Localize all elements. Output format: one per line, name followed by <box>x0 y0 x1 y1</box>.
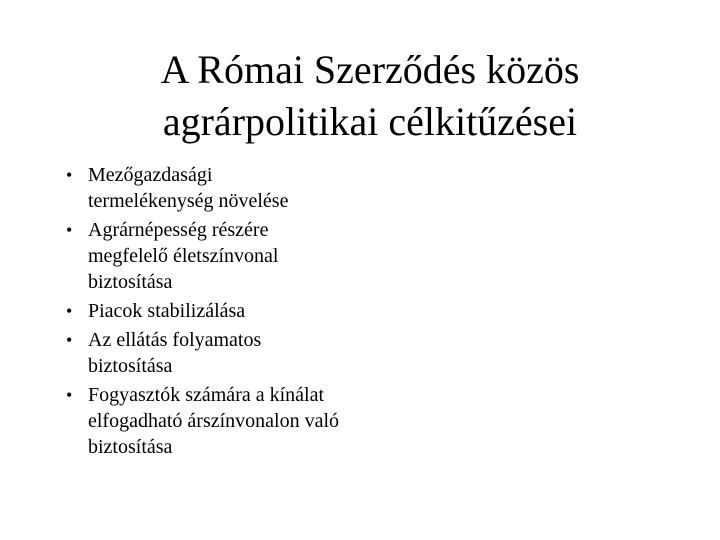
slide-title <box>80 44 660 148</box>
bullet-item-living-standard <box>60 217 440 295</box>
bullet-dot-icon: • <box>66 301 73 321</box>
slide-title-line-2: agrárpolitikai célkitűzései <box>162 99 578 144</box>
bullet-item-market-stability <box>60 298 440 324</box>
bullet-dot-icon: • <box>66 165 73 185</box>
bullet-text-line: biztosítása <box>88 355 173 377</box>
bullet-text-line: Fogyasztók számára a kínálat <box>88 384 325 406</box>
bullet-text-line: megfelelő életszínvonal <box>88 245 279 267</box>
slide-title-line-1: A Római Szerződés közös <box>160 47 580 92</box>
bullet-text-line: Az ellátás folyamatos <box>88 329 262 351</box>
bullet-text-line: Agrárnépesség részére <box>88 219 269 241</box>
bullet-text-line: Piacok stabilizálása <box>88 300 246 322</box>
bullet-item-supply <box>60 327 440 379</box>
bullet-text-line: Mezőgazdasági <box>88 164 213 186</box>
bullet-dot-icon: • <box>66 385 73 405</box>
bullet-text-line: biztosítása <box>88 436 173 458</box>
bullet-dot-icon: • <box>66 330 73 350</box>
bullet-text-line: biztosítása <box>88 271 173 293</box>
bullet-item-consumer-prices <box>60 382 440 460</box>
bullet-dot-icon: • <box>66 220 73 240</box>
bullet-text-line: elfogadható árszínvonalon való <box>88 410 340 432</box>
bullet-item-productivity <box>60 162 440 214</box>
bullet-text-line: termelékenység növelése <box>88 190 289 212</box>
bullet-list <box>60 162 440 463</box>
